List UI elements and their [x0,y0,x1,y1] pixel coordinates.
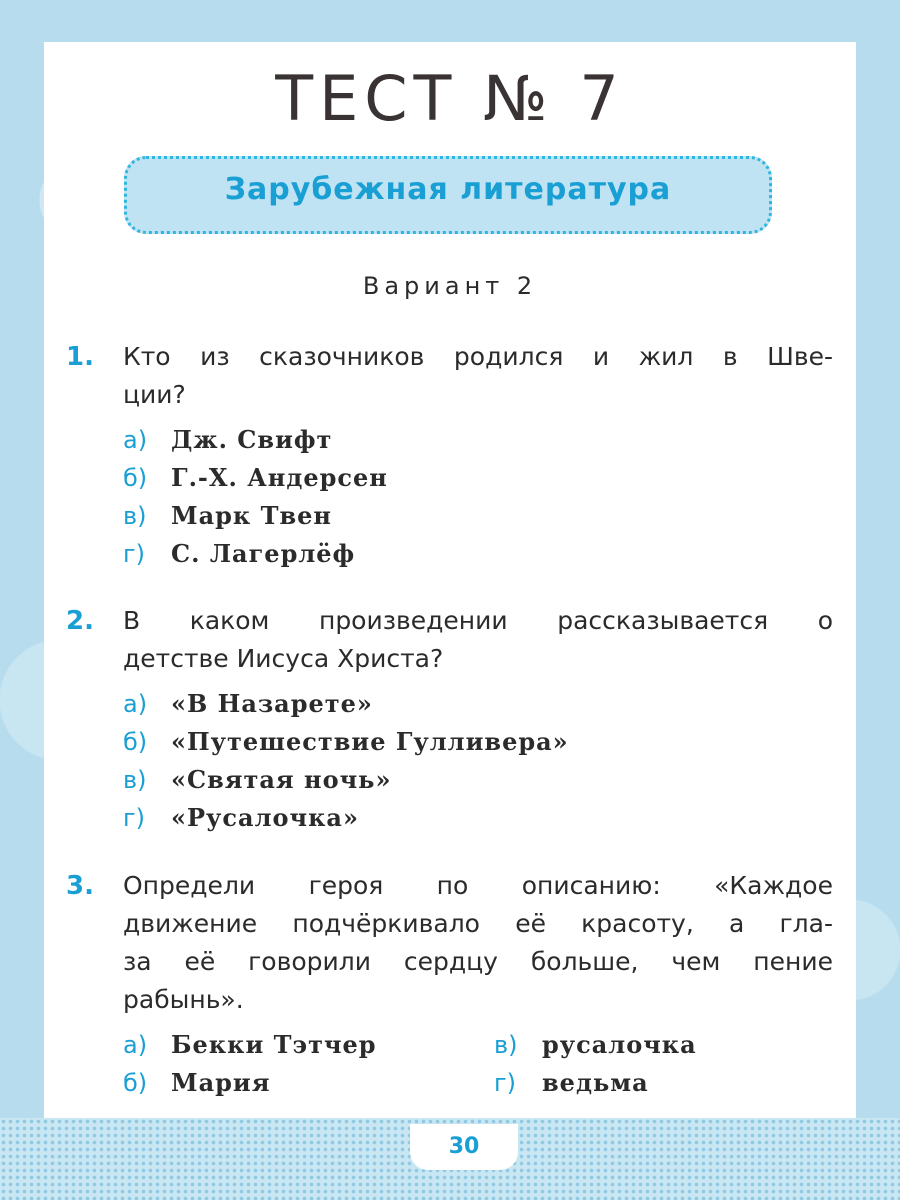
question-line: Кто из сказочников родился и жил в Шве- [123,342,833,371]
question-line: В каком произведении рассказывается о [123,606,833,635]
option-text: Дж. Свифт [171,425,333,454]
question-number: 3. [66,871,94,901]
option-text: С. Лагерлёф [171,539,356,568]
question-text [123,867,833,1019]
option-letter: б) [123,728,148,756]
option-text: ведьма [542,1068,649,1097]
option-letter: б) [123,1069,148,1097]
test-title: ТЕСТ № 7 [275,62,625,135]
option-text: «Путешествие Гулливера» [171,727,569,756]
option-c[interactable] [494,1030,697,1059]
option-letter: г) [123,540,145,568]
question-line: рабынь». [123,985,244,1014]
option-b[interactable] [123,727,569,756]
option-letter: б) [123,464,148,492]
option-text: Мария [171,1068,271,1097]
question-line: Определи героя по описанию: «Каждое [123,871,833,900]
option-letter: в) [123,502,147,530]
option-c[interactable] [123,501,332,530]
option-a[interactable] [123,689,373,718]
question-line: ции? [123,380,186,409]
option-b[interactable] [123,463,388,492]
option-text: «Святая ночь» [171,765,392,794]
option-text: «В Назарете» [171,689,373,718]
question-number: 1. [66,342,94,372]
option-c[interactable] [123,765,391,794]
section-subtitle: Зарубежная литература [224,172,672,207]
option-b[interactable] [123,1068,270,1097]
option-text: Г.-Х. Андерсен [171,463,388,492]
question-text [123,338,833,414]
option-d[interactable] [494,1068,649,1097]
option-a[interactable] [123,1030,377,1059]
option-letter: в) [494,1031,518,1059]
option-text: Марк Твен [171,501,332,530]
page-number: 30 [448,1134,480,1159]
option-a[interactable] [123,425,332,454]
question-line: за её говорили сердцу больше, чем пение [123,947,833,976]
option-text: русалочка [542,1030,697,1059]
option-letter: а) [123,1031,148,1059]
option-text: «Русалочка» [171,803,359,832]
option-d[interactable] [123,539,355,568]
question-line: детстве Иисуса Христа? [123,644,444,673]
variant-label: Вариант 2 [362,272,538,300]
option-letter: а) [123,426,148,454]
question-text [123,602,833,678]
option-letter: а) [123,690,148,718]
option-text: Бекки Тэтчер [171,1030,377,1059]
question-number: 2. [66,606,94,636]
option-letter: г) [123,804,145,832]
option-letter: г) [494,1069,516,1097]
question-line: движение подчёркивало её красоту, а гла- [123,909,833,938]
option-letter: в) [123,766,147,794]
option-d[interactable] [123,803,359,832]
